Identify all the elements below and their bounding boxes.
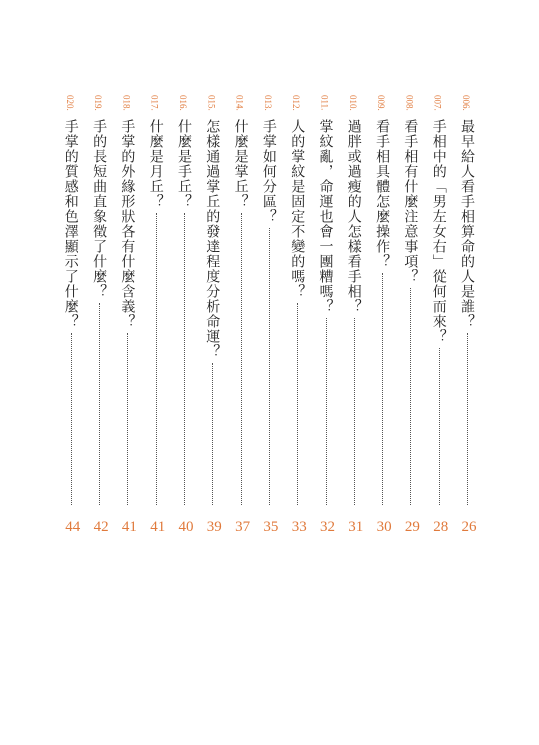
toc-entry[interactable] [401,95,423,535]
toc-entry[interactable] [232,95,254,535]
toc-entry-number: 010. [347,95,358,111]
toc-dot-leader [382,273,383,505]
toc-entry-title: 怎樣通過掌丘的發達程度分析命運？ [204,119,221,359]
toc-entry-page-number: 33 [291,519,307,535]
toc-dot-leader [354,318,355,505]
toc-dot-leader [467,333,468,505]
toc-entry-page-number: 40 [178,519,194,535]
toc-entry[interactable] [147,95,169,535]
toc-dot-leader [439,348,440,505]
toc-entry-title: 什麼是手丘？ [176,119,192,209]
toc-entry-title: 手掌如何分區？ [260,119,277,224]
toc-entry-page-number: 41 [150,519,166,535]
toc-entry-number: 013. [262,95,273,111]
toc-entry[interactable] [458,95,480,535]
toc-entry[interactable] [317,95,339,535]
toc-entry-title: 手掌的外緣形狀各有什麼含義？ [119,119,136,329]
toc-entry-number: 006. [461,95,471,111]
toc-entry-page-number: 44 [65,519,81,535]
toc-dot-leader [99,303,100,505]
toc-entry-title: 人的掌紋是固定不變的嗎？ [289,119,306,299]
toc-dot-leader [212,363,213,505]
toc-dot-leader [127,333,128,505]
toc-dot-leader [184,213,185,505]
toc-entry-title: 看手相有什麼注意事項？ [402,119,419,284]
toc-entry-number: 007. [432,95,443,111]
toc-entry-number: 017. [149,95,160,111]
toc-entry-title: 手掌的質感和色澤顯示了什麼？ [62,119,79,329]
toc-dot-leader [410,288,411,505]
toc-entry[interactable] [203,95,225,535]
toc-entry[interactable] [373,95,395,535]
toc-entry-page-number: 29 [404,519,420,535]
toc-entry-page-number: 26 [461,519,477,535]
toc-entry-number: 008. [404,95,415,111]
toc-entry-page-number: 37 [235,519,251,535]
toc-entry-page-number: 42 [93,519,109,535]
toc-entry-page-number: 30 [376,519,392,535]
toc-entry[interactable] [118,95,140,535]
toc-entry-number: 015. [206,95,217,111]
toc-entry-title: 手相中的「男左女右」從何而來？ [430,119,447,344]
toc-entry-number: 014. [234,95,245,111]
toc-dot-leader [297,303,298,505]
toc-entry-title: 過胖或過瘦的人怎樣看手相？ [345,119,362,314]
toc-entry-number: 019. [93,95,104,111]
table-of-contents [60,95,480,535]
toc-entry-number: 016. [178,95,188,111]
toc-entry[interactable] [288,95,310,535]
toc-entry-page-number: 32 [320,519,335,535]
toc-entry[interactable] [260,95,282,535]
toc-entry-page-number: 31 [348,519,364,535]
toc-entry-title: 什麼是掌丘？ [232,119,249,209]
toc-entry-page-number: 41 [121,519,137,535]
toc-entry-number: 009. [376,95,387,111]
toc-entry-number: 020. [64,95,75,111]
toc-entry[interactable] [175,95,197,535]
toc-entry[interactable] [62,95,84,535]
toc-entry[interactable] [430,95,452,535]
toc-entry-page-number: 35 [263,519,279,535]
toc-entry-page-number: 28 [433,519,449,535]
toc-entry-title: 掌紋亂，命運也會一團糟嗎？ [317,119,334,314]
toc-entry-number: 018. [121,95,132,111]
toc-dot-leader [326,318,327,505]
toc-entry-page-number: 39 [206,519,222,535]
toc-dot-leader [71,333,72,505]
toc-entry-title: 看手相具體怎麼操作？ [374,119,391,269]
toc-entry-title: 最早給人看手相算命的人是誰？ [459,119,475,329]
toc-dot-leader [156,213,157,505]
toc-dot-leader [241,213,242,505]
toc-entry-title: 手的長短曲直象徵了什麼？ [91,119,108,299]
toc-entry-title: 什麼是月丘？ [147,119,164,209]
toc-dot-leader [269,228,270,505]
toc-entry[interactable] [345,95,367,535]
toc-entry-number: 011. [319,95,330,111]
toc-entry-number: 012. [291,95,302,111]
toc-entry[interactable] [90,95,112,535]
